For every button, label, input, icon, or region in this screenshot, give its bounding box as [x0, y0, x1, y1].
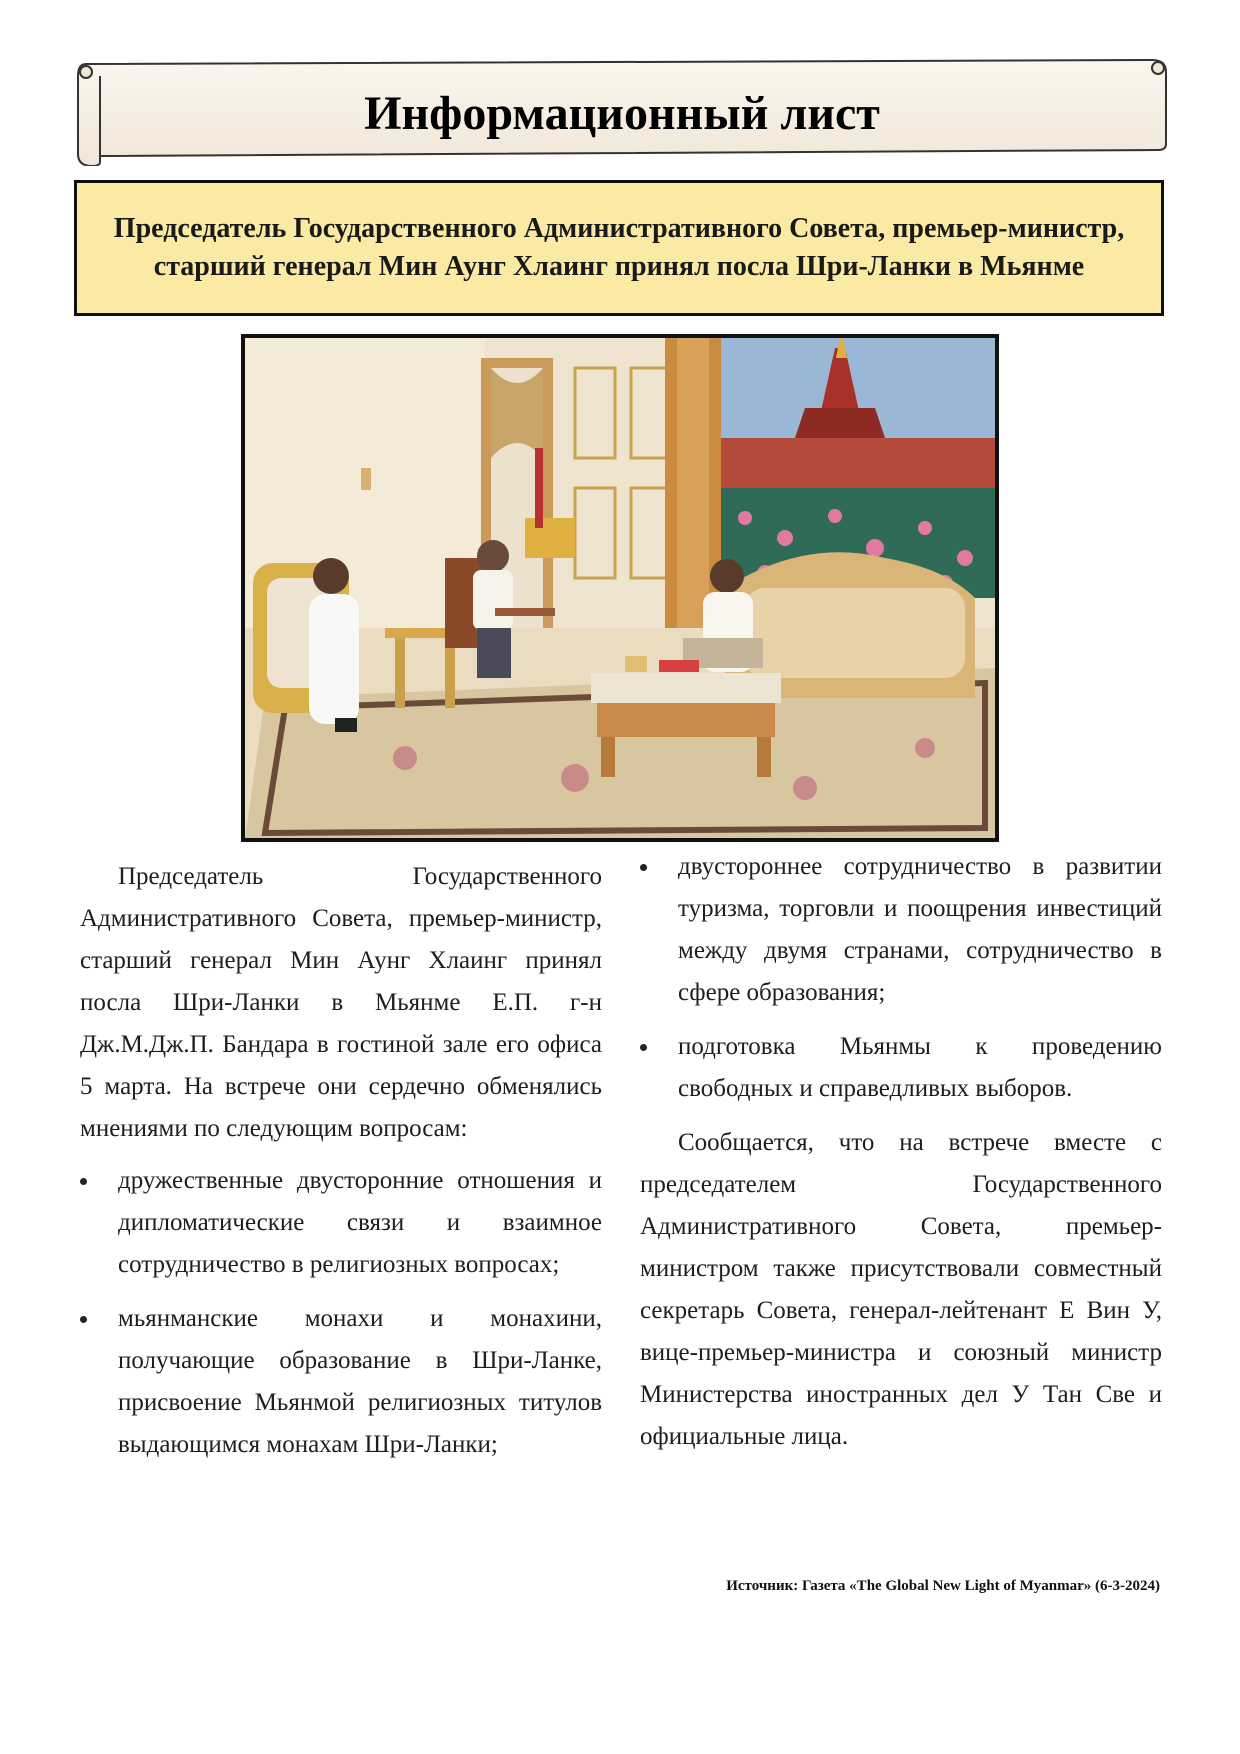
- bullet-text: мьянманские монахи и монахини, получающие образование в Шри-Ланке, присвоение Мьянмой религиозных титулов выдающимся монахам Шри-Ланки;: [118, 1305, 602, 1458]
- bullet-icon: [640, 1044, 647, 1051]
- left-bullet-list: [80, 1160, 602, 1466]
- article-closing-paragraph: Сообщается, что на встрече вместе с председателем Государственного Административного Совета, премьер-министром также присутствовали совместный секретарь Совета, генерал-лейтенант Е Вин У, вице-премьер-министра и союзный министр Министерства иностранных дел У Тан Све и официальные лица.: [640, 1129, 1162, 1450]
- list-item: [80, 1160, 602, 1286]
- title-banner: [72, 58, 1172, 166]
- bullet-icon: [640, 864, 647, 871]
- headline-box: [74, 180, 1164, 316]
- bullet-text: дружественные двусторонние отношения и дипломатические связи и взаимное сотрудничество в религиозных вопросах;: [118, 1167, 602, 1278]
- meeting-photo: [241, 334, 999, 842]
- article-right-column: [640, 846, 1162, 1458]
- article-intro-paragraph: Председатель Государственного Административного Совета, премьер-министр, старший генерал Мин Аунг Хлаинг принял посла Шри-Ланки в Мьянме Е.П. г-н Дж.М.Дж.П. Бандара в гостиной зале его офиса 5 марта. На встрече они сердечно обменялись мнениями по следующим вопросам:: [80, 863, 602, 1142]
- bullet-text: подготовка Мьянмы к проведению свободных и справедливых выборов.: [678, 1033, 1162, 1102]
- article-left-column: [80, 856, 602, 1478]
- bullet-text: двустороннее сотрудничество в развитии туризма, торговли и поощрения инвестиций между двумя странами, сотрудничество в сфере образования;: [678, 853, 1162, 1006]
- list-item: [80, 1298, 602, 1466]
- bullet-icon: [80, 1178, 87, 1185]
- headline-text: Председатель Государственного Административного Совета, премьер-министр, старший генерал Мин Аунг Хлаинг принял посла Шри-Ланки в Мьянме: [113, 213, 1125, 282]
- bullet-icon: [80, 1316, 87, 1323]
- source-caption: Источник: Газета «The Global New Light of Myanmar» (6-3-2024): [726, 1578, 1160, 1594]
- meeting-photo-illustration: [245, 338, 995, 838]
- page-title: Информационный лист: [364, 86, 880, 140]
- list-item: [640, 846, 1162, 1014]
- right-bullet-list: [640, 846, 1162, 1110]
- list-item: [640, 1026, 1162, 1110]
